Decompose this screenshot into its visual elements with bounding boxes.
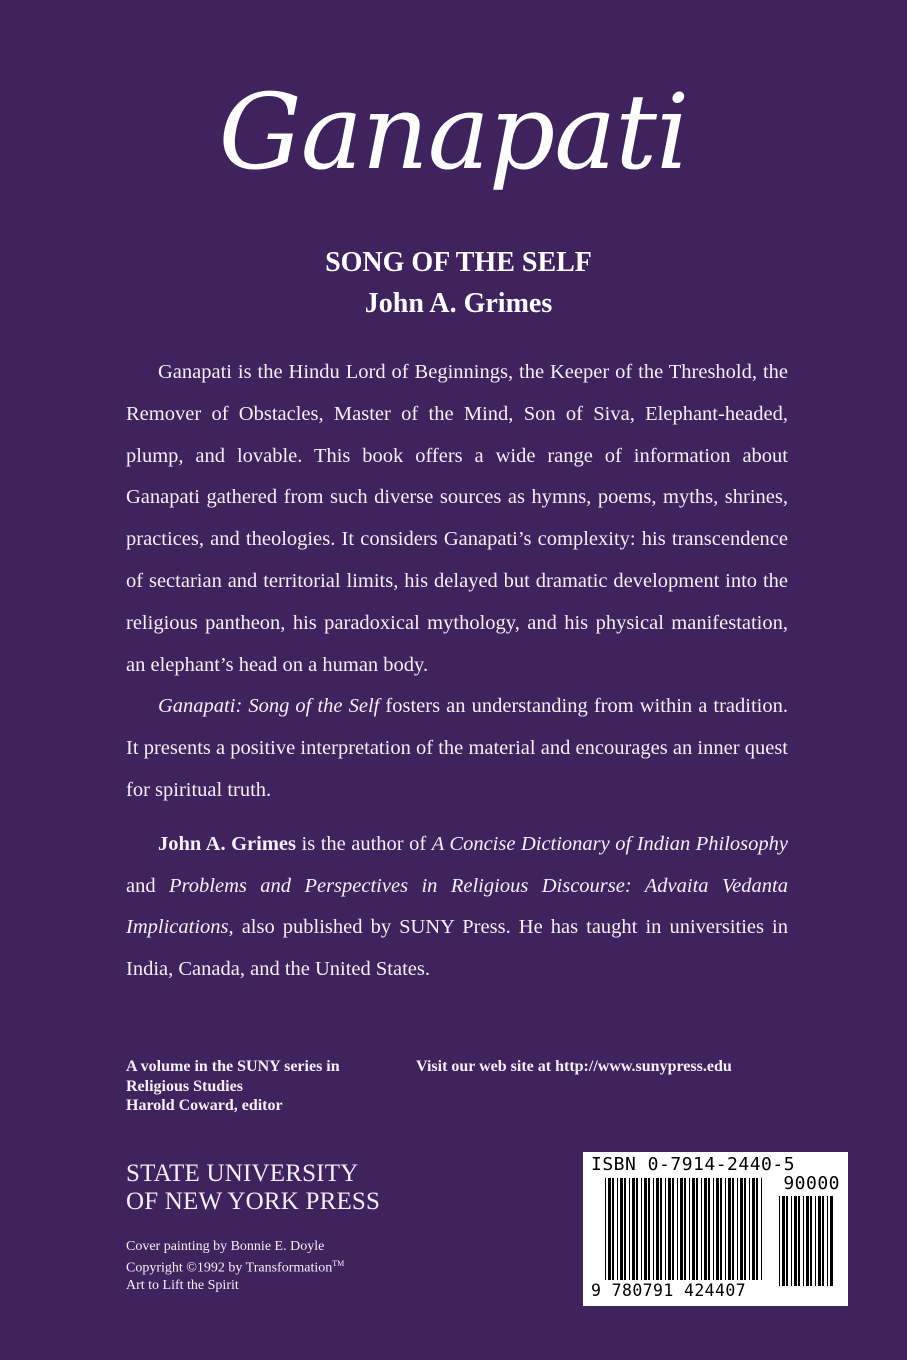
barcode-bar <box>756 1178 758 1280</box>
barcode-bar <box>677 1178 678 1280</box>
barcode-bar <box>692 1178 695 1280</box>
credits-line-3: Art to Lift the Spirit <box>126 1277 239 1293</box>
barcode-bar <box>644 1178 647 1280</box>
description-paragraph-2-text: fosters an understanding from within a tradition. It presents a positive interpretation of the material and encourages an inner quest for spiritual truth. <box>126 695 788 801</box>
barcode-bar <box>684 1178 686 1280</box>
barcode-bar <box>716 1178 719 1280</box>
book-title: Ganapati <box>218 71 689 193</box>
publisher-line-1: STATE UNIVERSITY <box>126 1160 359 1187</box>
barcode-bar <box>668 1178 671 1280</box>
barcode-bar <box>822 1196 824 1286</box>
barcode-bar <box>672 1178 674 1280</box>
bio-book-1: A Concise Dictionary of Indian Philosophy <box>431 832 788 855</box>
barcode-bar <box>701 1178 702 1280</box>
barcode-bar <box>786 1196 788 1286</box>
barcode-bar <box>782 1196 785 1286</box>
publisher-line-2: OF NEW YORK PRESS <box>126 1188 381 1215</box>
barcode-bar <box>806 1196 809 1286</box>
barcode-bar <box>708 1178 710 1280</box>
description-title-italic: Ganapati: Song of the Self <box>158 695 380 718</box>
description-paragraph-1: Ganapati is the Hindu Lord of Beginnings, the Keeper of the Threshold, the Remover of Obstacles, Master of the Mind, Son of Siva, Elephant-headed, plump, and lovable. This book offers a wide range of information about Ganapati gathered from such diverse sources as hymns, poems, myths, shrines, practices, and theologies. It considers Ganapati’s complexity: his transcendence of sectarian and territorial limits, his delayed but dramatic development into the religious pantheon, his paradoxical mythology, and his physical manifestation, an elephant’s head on a human body. <box>126 361 788 676</box>
barcode-bar <box>725 1178 726 1280</box>
barcode-bar <box>713 1178 714 1280</box>
bio-text-1: is the author of <box>296 832 432 855</box>
barcode-bar <box>665 1178 666 1280</box>
credits-line-2-text: Copyright ©1992 by Transformation <box>126 1260 333 1276</box>
barcode-bar <box>803 1196 804 1286</box>
barcode-bar <box>737 1178 738 1280</box>
barcode-bar <box>689 1178 690 1280</box>
barcode-bar <box>656 1178 659 1280</box>
credits-line-2 <box>126 1255 344 1277</box>
barcode-bar <box>608 1178 611 1280</box>
barcode-bar <box>818 1196 821 1286</box>
barcode-bar <box>779 1196 780 1286</box>
barcode-bar <box>815 1196 816 1286</box>
blurb <box>126 352 788 991</box>
cover-credits <box>126 1238 344 1294</box>
barcode-bar <box>761 1178 762 1280</box>
barcode-bar <box>624 1178 626 1280</box>
ean-number: 9 780791 424407 <box>591 1281 747 1300</box>
barcode-bar <box>605 1178 606 1280</box>
series-line-2: Religious Studies <box>126 1077 243 1095</box>
book-author: John A. Grimes <box>364 287 553 319</box>
barcode-bar <box>612 1178 614 1280</box>
isbn-number: ISBN 0-7914-2440-5 <box>591 1154 796 1175</box>
barcode-bar <box>794 1196 797 1286</box>
barcode-bar <box>728 1178 731 1280</box>
barcode-bar <box>752 1178 755 1280</box>
bio-text-2: and <box>126 874 170 897</box>
barcode-bar <box>648 1178 650 1280</box>
subtitle-block <box>0 243 907 324</box>
bio-author-name: John A. Grimes <box>158 832 297 855</box>
credits-line-1: Cover painting by Bonnie E. Doyle <box>126 1239 325 1254</box>
barcode-bar <box>810 1196 812 1286</box>
barcode-bar <box>749 1178 750 1280</box>
barcode-bar <box>636 1178 638 1280</box>
barcode-bar <box>617 1178 618 1280</box>
barcode-bar <box>798 1196 800 1286</box>
barcode-bar <box>696 1178 698 1280</box>
book-subtitle: SONG OF THE SELF <box>325 247 592 278</box>
barcode-bar <box>653 1178 654 1280</box>
series-info <box>126 1057 406 1116</box>
barcode-bar <box>680 1178 683 1280</box>
bio-text-3: , also published by SUNY Press. He has taught in universities in India, Canada, and the United States. <box>126 916 788 981</box>
barcode-bar <box>632 1178 635 1280</box>
barcode-bar <box>830 1196 833 1286</box>
series-line-1: A volume in the SUNY series in <box>126 1058 340 1075</box>
barcode-bar <box>641 1178 642 1280</box>
barcode-bar <box>629 1178 630 1280</box>
barcode-bar <box>740 1178 743 1280</box>
series-line-3: Harold Coward, editor <box>126 1097 283 1114</box>
barcode-bar <box>732 1178 734 1280</box>
barcode <box>583 1152 848 1306</box>
barcode-bar <box>704 1178 707 1280</box>
barcode-bar <box>620 1178 623 1280</box>
description-paragraph-2 <box>126 686 788 811</box>
price-code: 90000 <box>783 1173 840 1194</box>
trademark-mark: TM <box>332 1259 345 1268</box>
barcode-bar <box>791 1196 792 1286</box>
barcode-bar <box>660 1178 662 1280</box>
website-link[interactable]: Visit our web site at http://www.sunypress.edu <box>416 1058 732 1075</box>
author-bio <box>126 824 788 991</box>
barcode-bar <box>720 1178 722 1280</box>
barcode-bar <box>744 1178 746 1280</box>
publisher-logo <box>126 1160 380 1216</box>
barcode-bar <box>827 1196 828 1286</box>
bio-book-2: Problems and Perspectives in Religious Discourse: Advaita Vedanta Implications <box>126 874 788 939</box>
